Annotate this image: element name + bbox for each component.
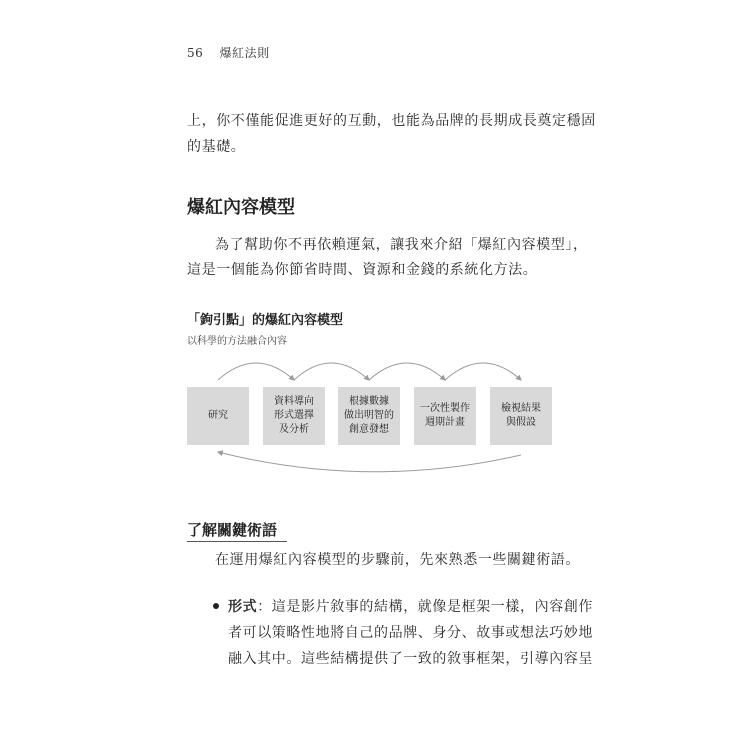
arrow-format-to-ideation [294, 363, 369, 380]
step-ideation-box [338, 387, 400, 445]
step-research-box [187, 387, 249, 445]
terms-intro: 在運用爆紅內容模型的步驟前，先來熟悉一些關鍵術語。 [215, 552, 580, 568]
step-label: 一次性製作 週期計畫 [420, 403, 470, 428]
arrow-ideation-to-production [369, 363, 445, 380]
section-paragraph-line-1: 為了幫助你不再依賴運氣，讓我來介紹「爆紅內容模型」， [215, 237, 588, 253]
step-review-box [490, 387, 552, 445]
bullet-line-1-text: ：這是影片敘事的結構，就像是框架一樣，內容創作 [257, 599, 594, 615]
figure-subtitle: 以科學的方法融合內容 [187, 336, 287, 347]
arrow-research-to-format [218, 363, 294, 380]
bullet-line-1 [228, 596, 593, 618]
figure-title: 「鉤引點」的爆紅內容模型 [187, 313, 344, 328]
step-label: 檢視結果 與假設 [501, 403, 541, 428]
bullet-line-3: 融入其中。這些結構提供了一致的敘事框架，引導內容呈 [228, 651, 593, 667]
step-label: 根據數據 做出明智的 創意發想 [344, 396, 394, 435]
arrow-feedback-loop [218, 452, 521, 472]
step-label: 資料導向 形式選擇 及分析 [274, 396, 314, 435]
section-heading: 爆紅內容模型 [187, 197, 295, 218]
step-label: 研究 [208, 410, 228, 421]
step-production-plan-box [414, 387, 476, 445]
terms-heading: 了解關鍵術語 [187, 521, 278, 539]
bullet-term: 形式 [228, 599, 258, 615]
intro-line-2: 的基礎。 [187, 139, 246, 155]
section-paragraph-line-2: 這是一個能為你節省時間、資源和金錢的系統化方法。 [187, 262, 538, 278]
book-title: 爆紅法則 [219, 46, 270, 60]
bullet-dot [213, 603, 219, 609]
bullet-line-2: 者可以策略性地將自己的品牌、身分、故事或想法巧妙地 [228, 625, 593, 641]
step-format-analysis-box [263, 387, 325, 445]
intro-line-1: 上，你不僅能促進更好的互動，也能為品牌的長期成長奠定穩固 [187, 113, 596, 129]
arrow-production-to-review [445, 363, 521, 380]
page-number: 56 [187, 46, 204, 60]
terms-heading-underline [187, 541, 287, 542]
